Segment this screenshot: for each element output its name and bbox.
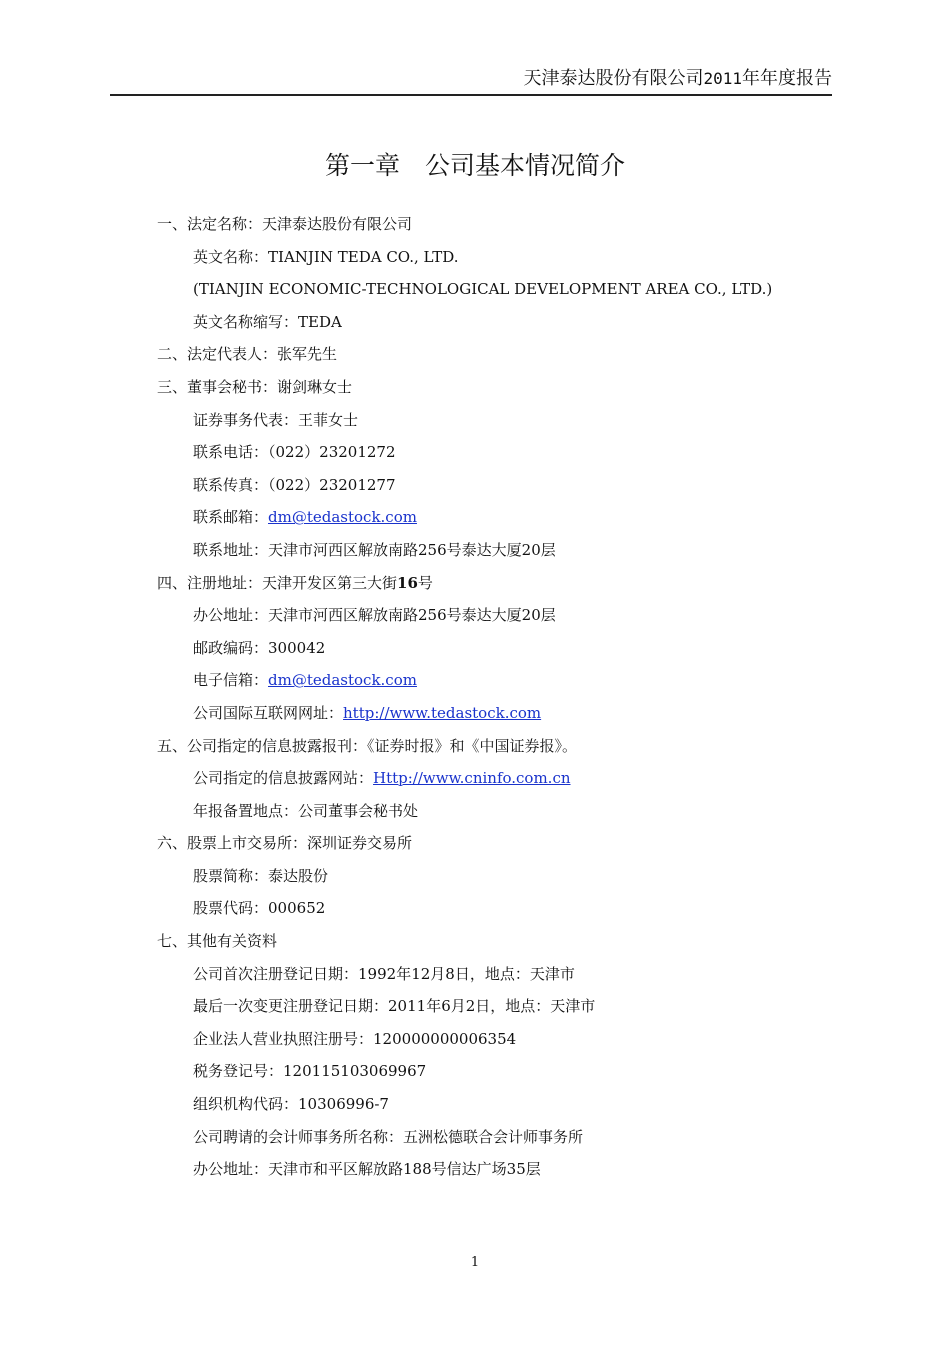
report-location-line: [157, 795, 837, 828]
office-address-value: 天津市河西区解放南路256号泰达大厦20层: [268, 606, 556, 625]
disclosure-website-label: 公司指定的信息披露网站：: [193, 769, 374, 788]
header-company: 天津泰达股份有限公司: [523, 68, 704, 89]
disclosure-newspaper-label: 五、公司指定的信息披露报刊：: [157, 736, 368, 755]
header-report: 年年度报告: [742, 68, 832, 89]
last-registration-label: 最后一次变更注册登记日期：: [193, 997, 389, 1016]
securities-rep-value: 王菲女士: [298, 410, 359, 429]
stock-exchange-value: 深圳证券交易所: [307, 834, 413, 853]
email-label: 电子信箱：: [193, 671, 269, 690]
auditor-line: [157, 1121, 837, 1154]
english-abbr-label: 英文名称缩写：: [193, 312, 299, 331]
org-code-line: [157, 1088, 837, 1121]
stock-code-line: [157, 892, 837, 925]
stock-short-name-label: 股票简称：: [193, 866, 269, 885]
page-number: 1: [470, 1255, 480, 1270]
registered-address-label: 四、注册地址：: [157, 573, 263, 592]
last-registration-line: [157, 990, 837, 1023]
auditor-label: 公司聘请的会计师事务所名称：: [193, 1127, 404, 1146]
tax-registration-line: [157, 1055, 837, 1088]
registered-address-number: 16: [397, 573, 418, 592]
disclosure-newspaper-line: [157, 730, 837, 763]
securities-rep-line: [157, 404, 837, 437]
website-label: 公司国际互联网网址：: [193, 703, 344, 722]
contact-phone-label: 联系电话：: [193, 443, 269, 462]
tax-registration-value: 120115103069967: [283, 1062, 427, 1081]
email-link[interactable]: dm@tedastock.com: [268, 671, 417, 690]
stock-exchange-line: [157, 827, 837, 860]
board-secretary-line: [157, 371, 837, 404]
auditor-address-line: [157, 1153, 837, 1186]
securities-rep-label: 证券事务代表：: [193, 410, 299, 429]
contact-phone-line: [157, 436, 837, 469]
disclosure-website-line: [157, 762, 837, 795]
english-name-value: TIANJIN TEDA CO., LTD.: [268, 247, 459, 266]
header-divider: [110, 94, 832, 96]
legal-name-value: 天津泰达股份有限公司: [262, 215, 413, 233]
tax-registration-label: 税务登记号：: [193, 1062, 284, 1081]
contact-email-link[interactable]: dm@tedastock.com: [268, 508, 417, 527]
website-line: [157, 697, 837, 730]
first-registration-value: 1992年12月8日，地点：天津市: [358, 964, 575, 983]
registered-address-post: 号: [417, 573, 433, 592]
first-registration-label: 公司首次注册登记日期：: [193, 964, 359, 983]
company-info-list: [157, 208, 837, 1186]
english-full-name-line: [157, 273, 837, 306]
website-link[interactable]: http://www.tedastock.com: [343, 703, 542, 722]
office-address-line: [157, 599, 837, 632]
legal-representative-line: [157, 338, 837, 371]
contact-phone-value: （022）23201272: [268, 443, 396, 462]
registered-address-pre: 天津开发区第三大街: [262, 573, 398, 592]
disclosure-website-link[interactable]: Http://www.cninfo.com.cn: [373, 769, 571, 788]
chapter-title: 第一章 公司基本情况简介: [324, 151, 625, 180]
legal-name-line: [157, 208, 837, 241]
english-name-line: [157, 241, 837, 274]
contact-fax-value: （022）23201277: [268, 475, 396, 494]
business-license-label: 企业法人营业执照注册号：: [193, 1029, 374, 1048]
contact-fax-label: 联系传真：: [193, 475, 269, 494]
postcode-value: 300042: [268, 638, 326, 657]
legal-representative-label: 二、法定代表人：: [157, 345, 278, 364]
disclosure-newspaper-value: 《证券时报》和《中国证券报》。: [367, 736, 578, 755]
org-code-value: 10306996-7: [298, 1095, 389, 1114]
contact-address-line: [157, 534, 837, 567]
postcode-line: [157, 632, 837, 665]
other-info-heading: [157, 925, 837, 958]
auditor-address-value: 天津市和平区解放路188号信达广场35层: [268, 1160, 541, 1179]
business-license-value: 120000000006354: [373, 1029, 517, 1048]
postcode-label: 邮政编码：: [193, 638, 269, 657]
business-license-line: [157, 1023, 837, 1056]
board-secretary-label: 三、董事会秘书：: [157, 377, 278, 396]
stock-exchange-label: 六、股票上市交易所：: [157, 834, 308, 853]
english-name-label: 英文名称：: [193, 247, 269, 266]
running-header: [110, 65, 832, 93]
report-location-label: 年报备置地点：: [193, 801, 299, 820]
contact-email-line: [157, 501, 837, 534]
legal-representative-value: 张军先生: [277, 345, 338, 364]
contact-email-label: 联系邮箱：: [193, 508, 269, 527]
header-year: 2011: [703, 69, 742, 88]
contact-fax-line: [157, 469, 837, 502]
email-line: [157, 664, 837, 697]
contact-address-label: 联系地址：: [193, 540, 269, 559]
office-address-label: 办公地址：: [193, 606, 269, 625]
last-registration-value: 2011年6月2日，地点：天津市: [388, 997, 596, 1016]
legal-name-label: 一、法定名称：: [157, 215, 263, 233]
contact-address-value: 天津市河西区解放南路256号泰达大厦20层: [268, 540, 556, 559]
english-abbr-line: [157, 306, 837, 339]
board-secretary-value: 谢剑琳女士: [277, 377, 353, 396]
english-abbr-value: TEDA: [298, 312, 342, 331]
report-location-value: 公司董事会秘书处: [298, 801, 419, 820]
org-code-label: 组织机构代码：: [193, 1095, 299, 1114]
english-full-name: (TIANJIN ECONOMIC-TECHNOLOGICAL DEVELOPMENT AREA CO., LTD.): [193, 280, 773, 299]
stock-code-value: 000652: [268, 899, 326, 918]
auditor-address-label: 办公地址：: [193, 1160, 269, 1179]
registered-address-line: [157, 567, 837, 600]
stock-short-name-value: 泰达股份: [268, 866, 329, 885]
stock-code-label: 股票代码：: [193, 899, 269, 918]
auditor-value: 五洲松德联合会计师事务所: [403, 1127, 584, 1146]
stock-short-name-line: [157, 860, 837, 893]
first-registration-line: [157, 958, 837, 991]
other-info-label: 七、其他有关资料: [157, 932, 278, 951]
